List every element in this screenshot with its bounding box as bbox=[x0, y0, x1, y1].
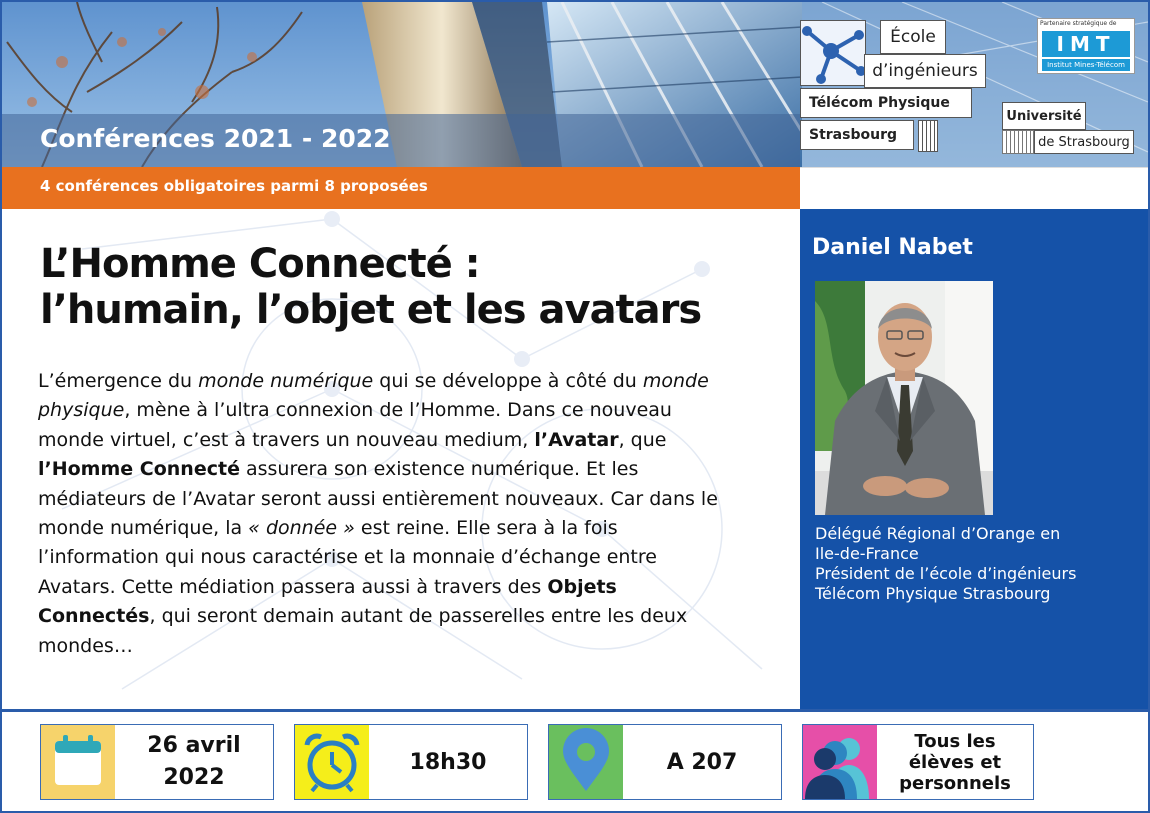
talk-title-line2: l’humain, l’objet et les avatars bbox=[40, 287, 702, 333]
time-text: 18h30 bbox=[409, 749, 487, 775]
talk-abstract: L’émergence du monde numérique qui se développe à côté du monde physique, mène à l’ultra connexion de l’Homme. Dans ce nouveau monde virtuel, c’est à travers un nouveau medium, l’Avatar, que l’Homme Connecté assurera son existence numérique. Et les médiateurs de l’Avatar seront aussi entièrement nouveaux. Car dans le monde numérique, la « donnée » est reine. Elle sera à la fois l’information qui nous caractérise et la monnaie d’échange entre Avatars. Cette médiation passera aussi à travers des Objets Connectés, qui seront demain autant de passerelles entre les deux mondes… bbox=[38, 370, 718, 657]
university-logo-stripes bbox=[1002, 130, 1034, 154]
university-logo-line2: de Strasbourg bbox=[1034, 130, 1134, 154]
footer-info bbox=[2, 709, 1148, 813]
subtitle-bar bbox=[2, 167, 800, 209]
location-pin-icon bbox=[549, 725, 623, 799]
imt-name: Institut Mines-Télécom bbox=[1042, 59, 1130, 71]
university-logo-line1: Université bbox=[1002, 102, 1086, 130]
ecole-logo-line3: Télécom Physique bbox=[800, 88, 972, 118]
audience-line2: élèves et bbox=[908, 751, 1002, 773]
conference-title: Conférences 2021 - 2022 bbox=[40, 124, 391, 153]
room-text: A 207 bbox=[666, 749, 738, 775]
speaker-portrait-illustration bbox=[815, 281, 993, 515]
date-line2: 2022 bbox=[163, 765, 225, 790]
room-box bbox=[548, 724, 782, 800]
calendar-icon bbox=[41, 725, 115, 799]
subtitle-bar-right bbox=[800, 167, 1148, 210]
imt-brand: IMT bbox=[1042, 31, 1130, 57]
conference-title-bar bbox=[2, 114, 800, 168]
speaker-photo bbox=[815, 281, 993, 515]
speaker-role-line2: Ile-de-France bbox=[815, 544, 919, 563]
imt-caption: Partenaire stratégique de bbox=[1040, 20, 1117, 27]
date-box bbox=[40, 724, 274, 800]
speaker-name: Daniel Nabet bbox=[812, 235, 973, 260]
alarm-clock-icon bbox=[295, 725, 369, 799]
audience-line1: Tous les bbox=[914, 730, 996, 752]
talk-title bbox=[40, 241, 701, 333]
time-box bbox=[294, 724, 528, 800]
date-line1: 26 avril bbox=[147, 733, 241, 758]
ecole-logo-line1: École bbox=[880, 20, 946, 54]
audience-box bbox=[802, 724, 1034, 800]
speaker-role-line3: Président de l’école d’ingénieurs bbox=[815, 564, 1077, 583]
header-banner bbox=[2, 2, 1148, 167]
speaker-panel bbox=[800, 209, 1148, 709]
network-graph-icon bbox=[801, 21, 865, 85]
subtitle: 4 conférences obligatoires parmi 8 proposées bbox=[40, 177, 428, 195]
speaker-roles bbox=[815, 524, 1076, 604]
network-logo-icon bbox=[800, 20, 866, 86]
people-icon bbox=[803, 725, 877, 799]
date-text bbox=[115, 725, 273, 799]
ecole-logo-stripes bbox=[918, 120, 938, 152]
ecole-logo-line2: d’ingénieurs bbox=[864, 54, 986, 88]
audience-line3: personnels bbox=[899, 772, 1011, 794]
audience-text bbox=[877, 725, 1033, 799]
talk-content bbox=[2, 209, 800, 709]
talk-title-line1: L’Homme Connecté : bbox=[40, 241, 480, 287]
speaker-role-line1: Délégué Régional d’Orange en bbox=[815, 524, 1061, 543]
imt-logo bbox=[1037, 18, 1135, 74]
ecole-logo-line4: Strasbourg bbox=[800, 120, 914, 150]
speaker-role-line4: Télécom Physique Strasbourg bbox=[815, 584, 1051, 603]
